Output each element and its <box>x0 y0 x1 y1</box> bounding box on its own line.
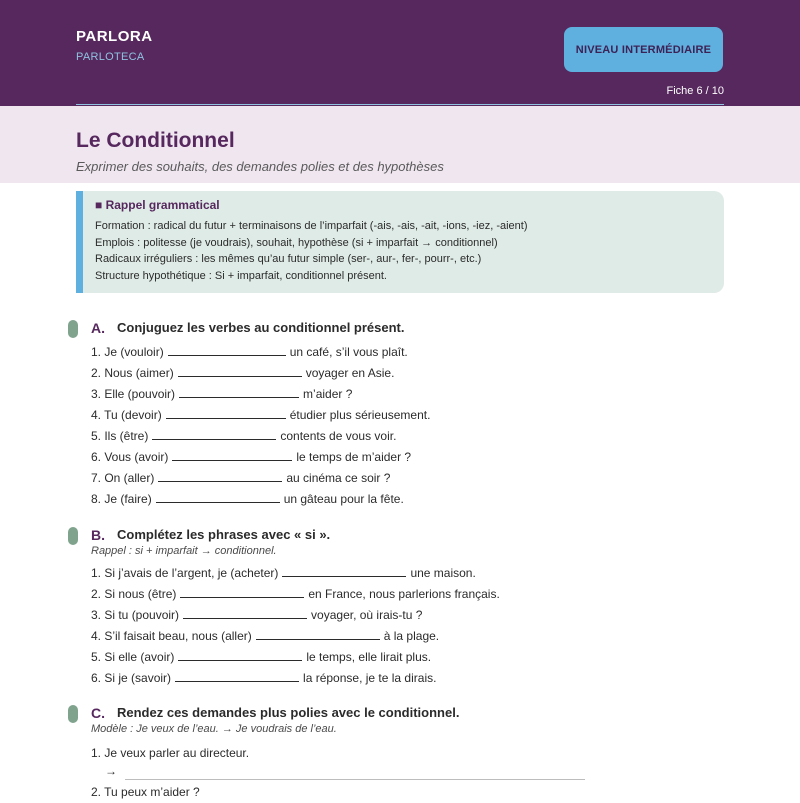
exercise-item <box>91 447 430 468</box>
answer-blank[interactable] <box>172 449 292 461</box>
section-letter: C. <box>91 705 105 721</box>
item-prompt: 1. Je (vouloir) <box>91 345 164 359</box>
item-prompt: 3. Elle (pouvoir) <box>91 387 176 401</box>
section-title: Complétez les phrases avec « si ». <box>117 527 331 542</box>
answer-blank[interactable] <box>175 670 299 682</box>
page-header <box>0 0 800 106</box>
level-badge: NIVEAU INTERMÉDIAIRE <box>564 27 723 72</box>
exercise-item: 1. Je veux parler au directeur. <box>91 746 250 760</box>
answer-blank[interactable] <box>179 386 299 398</box>
item-suffix: voyager en Asie. <box>305 366 395 380</box>
item-prompt: 2. Si nous (être) <box>91 587 177 601</box>
reminder-line: Radicaux irréguliers : les mêmes qu’au futur simple (ser-, aur-, fer-, pourr-, etc.) <box>95 253 482 265</box>
page-title: Le Conditionnel <box>76 129 235 152</box>
answer-blank[interactable] <box>168 344 286 356</box>
item-suffix: une maison. <box>410 566 476 580</box>
answer-blank[interactable] <box>178 365 302 377</box>
reminder-line: Formation : radical du futur + terminaisons de l’imparfait (-ais, -ais, -ait, -ions, -iez, -aient) <box>95 220 528 232</box>
section-title: Rendez ces demandes plus polies avec le conditionnel. <box>117 705 460 720</box>
item-suffix: le temps de m’aider ? <box>296 450 412 464</box>
item-prompt: 5. Ils (être) <box>91 429 149 443</box>
item-prompt: 4. Tu (devoir) <box>91 408 162 422</box>
reminder-accent-bar <box>76 191 83 293</box>
exercise-item <box>91 363 430 384</box>
answer-blank[interactable] <box>183 607 307 619</box>
page-subtitle: Exprimer des souhaits, des demandes polies et des hypothèses <box>76 159 444 174</box>
item-prompt: 2. Nous (aimer) <box>91 366 174 380</box>
section-letter: B. <box>91 527 105 543</box>
answer-blank[interactable] <box>156 491 280 503</box>
exercise-item <box>91 626 500 647</box>
item-prompt: 5. Si elle (avoir) <box>91 650 175 664</box>
answer-blank[interactable] <box>152 428 276 440</box>
section-marker <box>68 705 78 723</box>
section-marker <box>68 320 78 338</box>
section-marker <box>68 527 78 545</box>
item-prompt: 6. Si je (savoir) <box>91 671 172 685</box>
answer-blank[interactable] <box>180 586 304 598</box>
section-note: Modèle : Je veux de l’eau. → Je voudrais de l’eau. <box>91 723 337 735</box>
item-prompt: 3. Si tu (pouvoir) <box>91 608 180 622</box>
exercise-item <box>91 668 500 689</box>
item-suffix: au cinéma ce soir ? <box>286 471 391 485</box>
answer-blank[interactable] <box>282 565 406 577</box>
answer-blank[interactable] <box>178 649 302 661</box>
exercise-item <box>91 605 500 626</box>
item-suffix: étudier plus sérieusement. <box>289 408 431 422</box>
exercise-item <box>91 342 430 363</box>
exercise-item <box>91 426 430 447</box>
grammar-reminder-box <box>76 191 724 293</box>
section-note: Rappel : si + imparfait → conditionnel. <box>91 545 277 557</box>
exercise-item: 2. Tu peux m’aider ? <box>91 785 200 799</box>
item-prompt: 4. S’il faisait beau, nous (aller) <box>91 629 252 643</box>
exercise-item <box>91 584 500 605</box>
item-suffix: la réponse, je te la dirais. <box>303 671 437 685</box>
item-prompt: 1. Si j’avais de l’argent, je (acheter) <box>91 566 279 580</box>
item-suffix: le temps, elle lirait plus. <box>306 650 432 664</box>
item-suffix: un gâteau pour la fête. <box>283 492 404 506</box>
item-suffix: un café, s’il vous plaît. <box>289 345 408 359</box>
exercise-item <box>91 563 500 584</box>
exercise-item <box>91 489 430 510</box>
item-prompt: 7. On (aller) <box>91 471 155 485</box>
sheet-number: Fiche 6 / 10 <box>666 85 724 97</box>
exercise-c-item-1 <box>91 743 249 764</box>
exercise-item <box>91 405 430 426</box>
exercise-item <box>91 647 500 668</box>
answer-line[interactable] <box>125 779 585 780</box>
exercise-item <box>91 468 430 489</box>
item-prompt: 6. Vous (avoir) <box>91 450 169 464</box>
item-suffix: à la plage. <box>383 629 440 643</box>
exercise-item <box>91 384 430 405</box>
item-suffix: en France, nous parlerions français. <box>308 587 500 601</box>
item-suffix: m’aider ? <box>303 387 353 401</box>
brand-name: PARLORA <box>76 28 153 45</box>
exercise-a-items <box>91 342 430 510</box>
item-prompt: 8. Je (faire) <box>91 492 152 506</box>
item-suffix: contents de vous voir. <box>280 429 397 443</box>
answer-row <box>105 764 117 778</box>
reminder-line: Emplois : politesse (je voudrais), souhait, hypothèse (si + imparfait → conditionnel) <box>95 236 498 249</box>
answer-blank[interactable] <box>166 407 286 419</box>
reminder-line: Structure hypothétique : Si + imparfait, conditionnel présent. <box>95 269 387 282</box>
exercise-b-items <box>91 563 500 689</box>
header-divider <box>76 104 724 105</box>
section-title: Conjuguez les verbes au conditionnel présent. <box>117 320 405 335</box>
reminder-title: ■ Rappel grammatical <box>95 198 220 212</box>
item-suffix: voyager, où irais-tu ? <box>311 608 423 622</box>
section-letter: A. <box>91 320 105 336</box>
reminder-lines <box>95 218 528 284</box>
sub-brand-name: PARLOTECA <box>76 51 145 63</box>
arrow-icon: → <box>105 764 117 778</box>
answer-blank[interactable] <box>158 470 282 482</box>
answer-blank[interactable] <box>256 628 380 640</box>
